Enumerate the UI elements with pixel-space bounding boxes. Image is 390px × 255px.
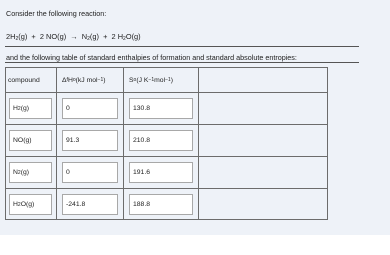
grid-line	[5, 67, 328, 68]
compound-cell	[9, 162, 52, 183]
entropy-superscript: o	[133, 77, 137, 83]
enthalpy-close: )	[103, 76, 106, 84]
compound-cell	[9, 98, 52, 119]
enthalpy-cell: 91.3	[62, 130, 118, 151]
compound-subscript: 2	[17, 201, 21, 208]
entropy-units-exponent-2: −1	[165, 77, 171, 83]
plus-sign-2: +	[103, 32, 108, 41]
reactant-2-phase: (g)	[57, 32, 67, 41]
reactant-2-formula: NO	[46, 32, 58, 41]
entropy-units-mol: mol	[154, 76, 166, 84]
enthalpy-superscript: o	[72, 77, 76, 83]
entropy-cell: 191.6	[129, 162, 193, 183]
grid-line	[56, 67, 57, 220]
compound-subscript: 2	[17, 169, 21, 176]
entropy-units: (J K	[136, 76, 149, 84]
table-caption: and the following table of standard enthalpies of formation and standard absolute entropies:	[6, 53, 297, 62]
grid-line	[5, 124, 328, 125]
compound-cell	[9, 194, 52, 215]
reaction-arrow: →	[70, 32, 78, 41]
compound-formula: N	[13, 169, 18, 176]
compound-formula: H	[13, 105, 18, 112]
product-1-phase: (g)	[89, 32, 99, 41]
header-entropy	[129, 73, 173, 87]
product-2-formula-part1: H	[117, 32, 124, 41]
divider-bottom	[5, 62, 359, 63]
enthalpy-cell: -241.8	[62, 194, 118, 215]
entropy-symbol: S	[129, 76, 134, 84]
grid-line	[5, 92, 328, 93]
product-1-subscript: 2	[87, 36, 90, 42]
header-enthalpy	[62, 73, 106, 87]
compound-formula-tail: O	[20, 201, 26, 208]
product-1-formula: N	[81, 32, 88, 41]
grid-line	[198, 67, 199, 220]
entropy-cell: 210.8	[129, 130, 193, 151]
enthalpy-cell: 0	[62, 98, 118, 119]
grid-line	[327, 67, 328, 220]
entropy-units-exponent-1: −1	[148, 77, 155, 83]
thermo-table	[5, 67, 328, 220]
reactant-1-subscript: 2	[15, 36, 19, 42]
entropy-cell: 130.8	[129, 98, 193, 119]
compound-formula: H	[13, 201, 18, 208]
grid-line	[5, 156, 328, 157]
enthalpy-units-exponent: −1	[97, 77, 104, 83]
enthalpy-subscript: f	[66, 77, 68, 83]
reactant-1-phase: (g)	[18, 32, 28, 41]
reactant-2-coefficient: 2	[39, 32, 44, 41]
compound-formula: NO	[13, 137, 24, 144]
enthalpy-units: (kJ mol	[75, 76, 98, 84]
enthalpy-cell: 0	[62, 162, 118, 183]
compound-cell	[9, 130, 52, 151]
question-prompt: Consider the following reaction:	[6, 9, 107, 18]
grid-line	[5, 67, 6, 220]
grid-line	[5, 188, 328, 189]
grid-line	[123, 67, 124, 220]
product-2-phase: (g)	[131, 32, 141, 41]
enthalpy-delta: Δ	[62, 76, 67, 84]
product-2-formula-part2: O	[125, 32, 132, 41]
compound-phase: (g)	[26, 201, 35, 208]
compound-phase: (g)	[20, 105, 30, 112]
reaction-equation	[6, 32, 141, 42]
product-2-coefficient: 2	[111, 32, 116, 41]
entropy-cell: 188.8	[129, 194, 193, 215]
reactant-1-formula: H	[10, 32, 16, 41]
plus-sign-1: +	[31, 32, 36, 41]
compound-phase: (g)	[20, 169, 30, 176]
entropy-close: )	[170, 76, 174, 84]
grid-line	[5, 219, 328, 220]
compound-subscript: 2	[17, 105, 21, 112]
product-2-subscript: 2	[123, 36, 126, 42]
divider-top	[5, 46, 359, 47]
header-compound: compound	[8, 76, 40, 84]
enthalpy-symbol: H	[67, 76, 73, 84]
reactant-1-coefficient: 2	[6, 32, 11, 41]
compound-phase: (g)	[23, 137, 32, 144]
